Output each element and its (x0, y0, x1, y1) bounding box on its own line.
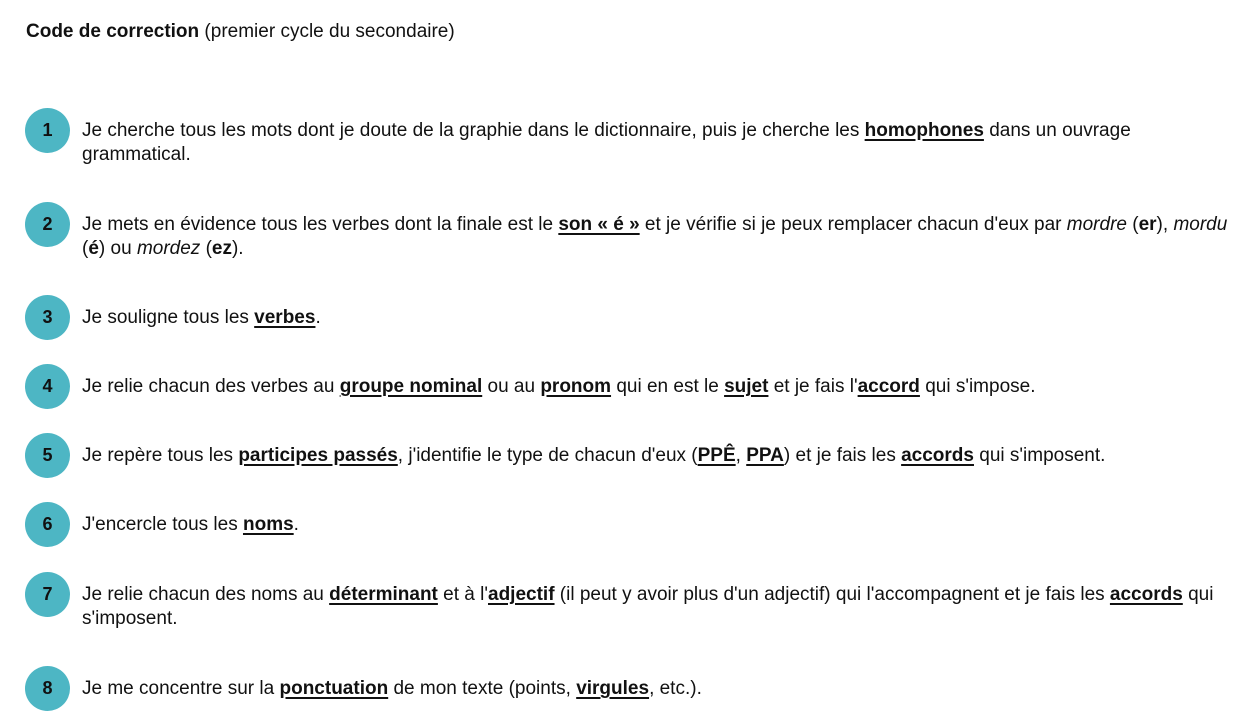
text-run: ( (1126, 214, 1139, 235)
text-run: Je souligne tous les (82, 307, 255, 328)
key-term: pronom (540, 376, 612, 397)
text-run: . (315, 307, 321, 328)
step-number-badge: 7 (25, 572, 70, 617)
key-term: homophones (864, 120, 984, 141)
text-run: (il peut y avoir plus d'un adjectif) qui l'accompagnent et je fais les (554, 584, 1110, 605)
text-run: Je relie chacun des verbes au (82, 376, 340, 397)
text-run: ( (200, 238, 212, 259)
text-run: qui s'imposent. (973, 445, 1106, 466)
step-text (82, 444, 1242, 468)
key-term: verbes (254, 307, 316, 328)
ending-bold: é (88, 238, 99, 259)
text-run: ) et je fais les (783, 445, 902, 466)
text-run: Je mets en évidence tous les verbes dont la finale est le (82, 214, 559, 235)
step-number-badge: 3 (25, 295, 70, 340)
text-run: qui s'imposent. (82, 584, 1214, 629)
text-run: ). (231, 238, 244, 259)
text-run: ou au (482, 376, 541, 397)
text-run: et je fais l' (768, 376, 858, 397)
step-text (82, 306, 1242, 330)
key-term: accords (901, 445, 974, 466)
key-term: accords (1109, 584, 1183, 605)
step-text (82, 119, 1242, 167)
step-number-badge: 5 (25, 433, 70, 478)
text-run: , (735, 445, 747, 466)
text-run: qui en est le (611, 376, 725, 397)
text-run: et je vérifie si je peux remplacer chacun d'eux par (639, 214, 1067, 235)
step-text (82, 677, 1242, 701)
step-number-badge: 4 (25, 364, 70, 409)
step-number-badge: 6 (25, 502, 70, 547)
text-run: Je relie chacun des noms au (82, 584, 330, 605)
key-term: son « é » (558, 214, 640, 235)
text-run: ( (82, 238, 89, 259)
text-run: , etc.). (649, 678, 702, 699)
key-term: PPÊ (697, 445, 736, 466)
text-run: Je me concentre sur la (82, 678, 280, 699)
step-text (82, 513, 1242, 537)
key-term: accord (857, 376, 920, 397)
key-term: sujet (724, 376, 769, 397)
key-term: ponctuation (279, 678, 389, 699)
page-title (26, 20, 455, 44)
text-run: de mon texte (points, (388, 678, 577, 699)
step-text (82, 583, 1242, 631)
text-run: dans un ouvrage grammatical. (82, 120, 1131, 165)
text-run: ) ou (98, 238, 137, 259)
key-term: noms (242, 514, 294, 535)
text-run: J'encercle tous les (82, 514, 243, 535)
key-term: virgules (576, 678, 650, 699)
key-term: déterminant (329, 584, 438, 605)
example-word: mordez (136, 238, 201, 259)
ending-bold: ez (211, 238, 232, 259)
example-word: mordre (1066, 214, 1127, 235)
text-run: qui s'impose. (919, 376, 1036, 397)
key-term: adjectif (488, 584, 555, 605)
text-run: Je repère tous les (82, 445, 239, 466)
key-term: participes passés (238, 445, 398, 466)
key-term: PPA (746, 445, 784, 466)
text-run: et à l' (437, 584, 488, 605)
example-word: mordu (1173, 214, 1228, 235)
text-run: ), (1156, 214, 1174, 235)
page-title-subtitle: (premier cycle du secondaire) (199, 21, 455, 42)
ending-bold: er (1138, 214, 1157, 235)
text-run: , j'identifie le type de chacun d'eux ( (397, 445, 698, 466)
step-text (82, 213, 1242, 261)
page-title-bold: Code de correction (26, 21, 200, 42)
step-text (82, 375, 1242, 399)
step-number-badge: 8 (25, 666, 70, 711)
key-term: groupe nominal (339, 376, 483, 397)
text-run: . (293, 514, 299, 535)
step-number-badge: 1 (25, 108, 70, 153)
step-number-badge: 2 (25, 202, 70, 247)
text-run: Je cherche tous les mots dont je doute de la graphie dans le dictionnaire, puis je cherche les (82, 120, 865, 141)
